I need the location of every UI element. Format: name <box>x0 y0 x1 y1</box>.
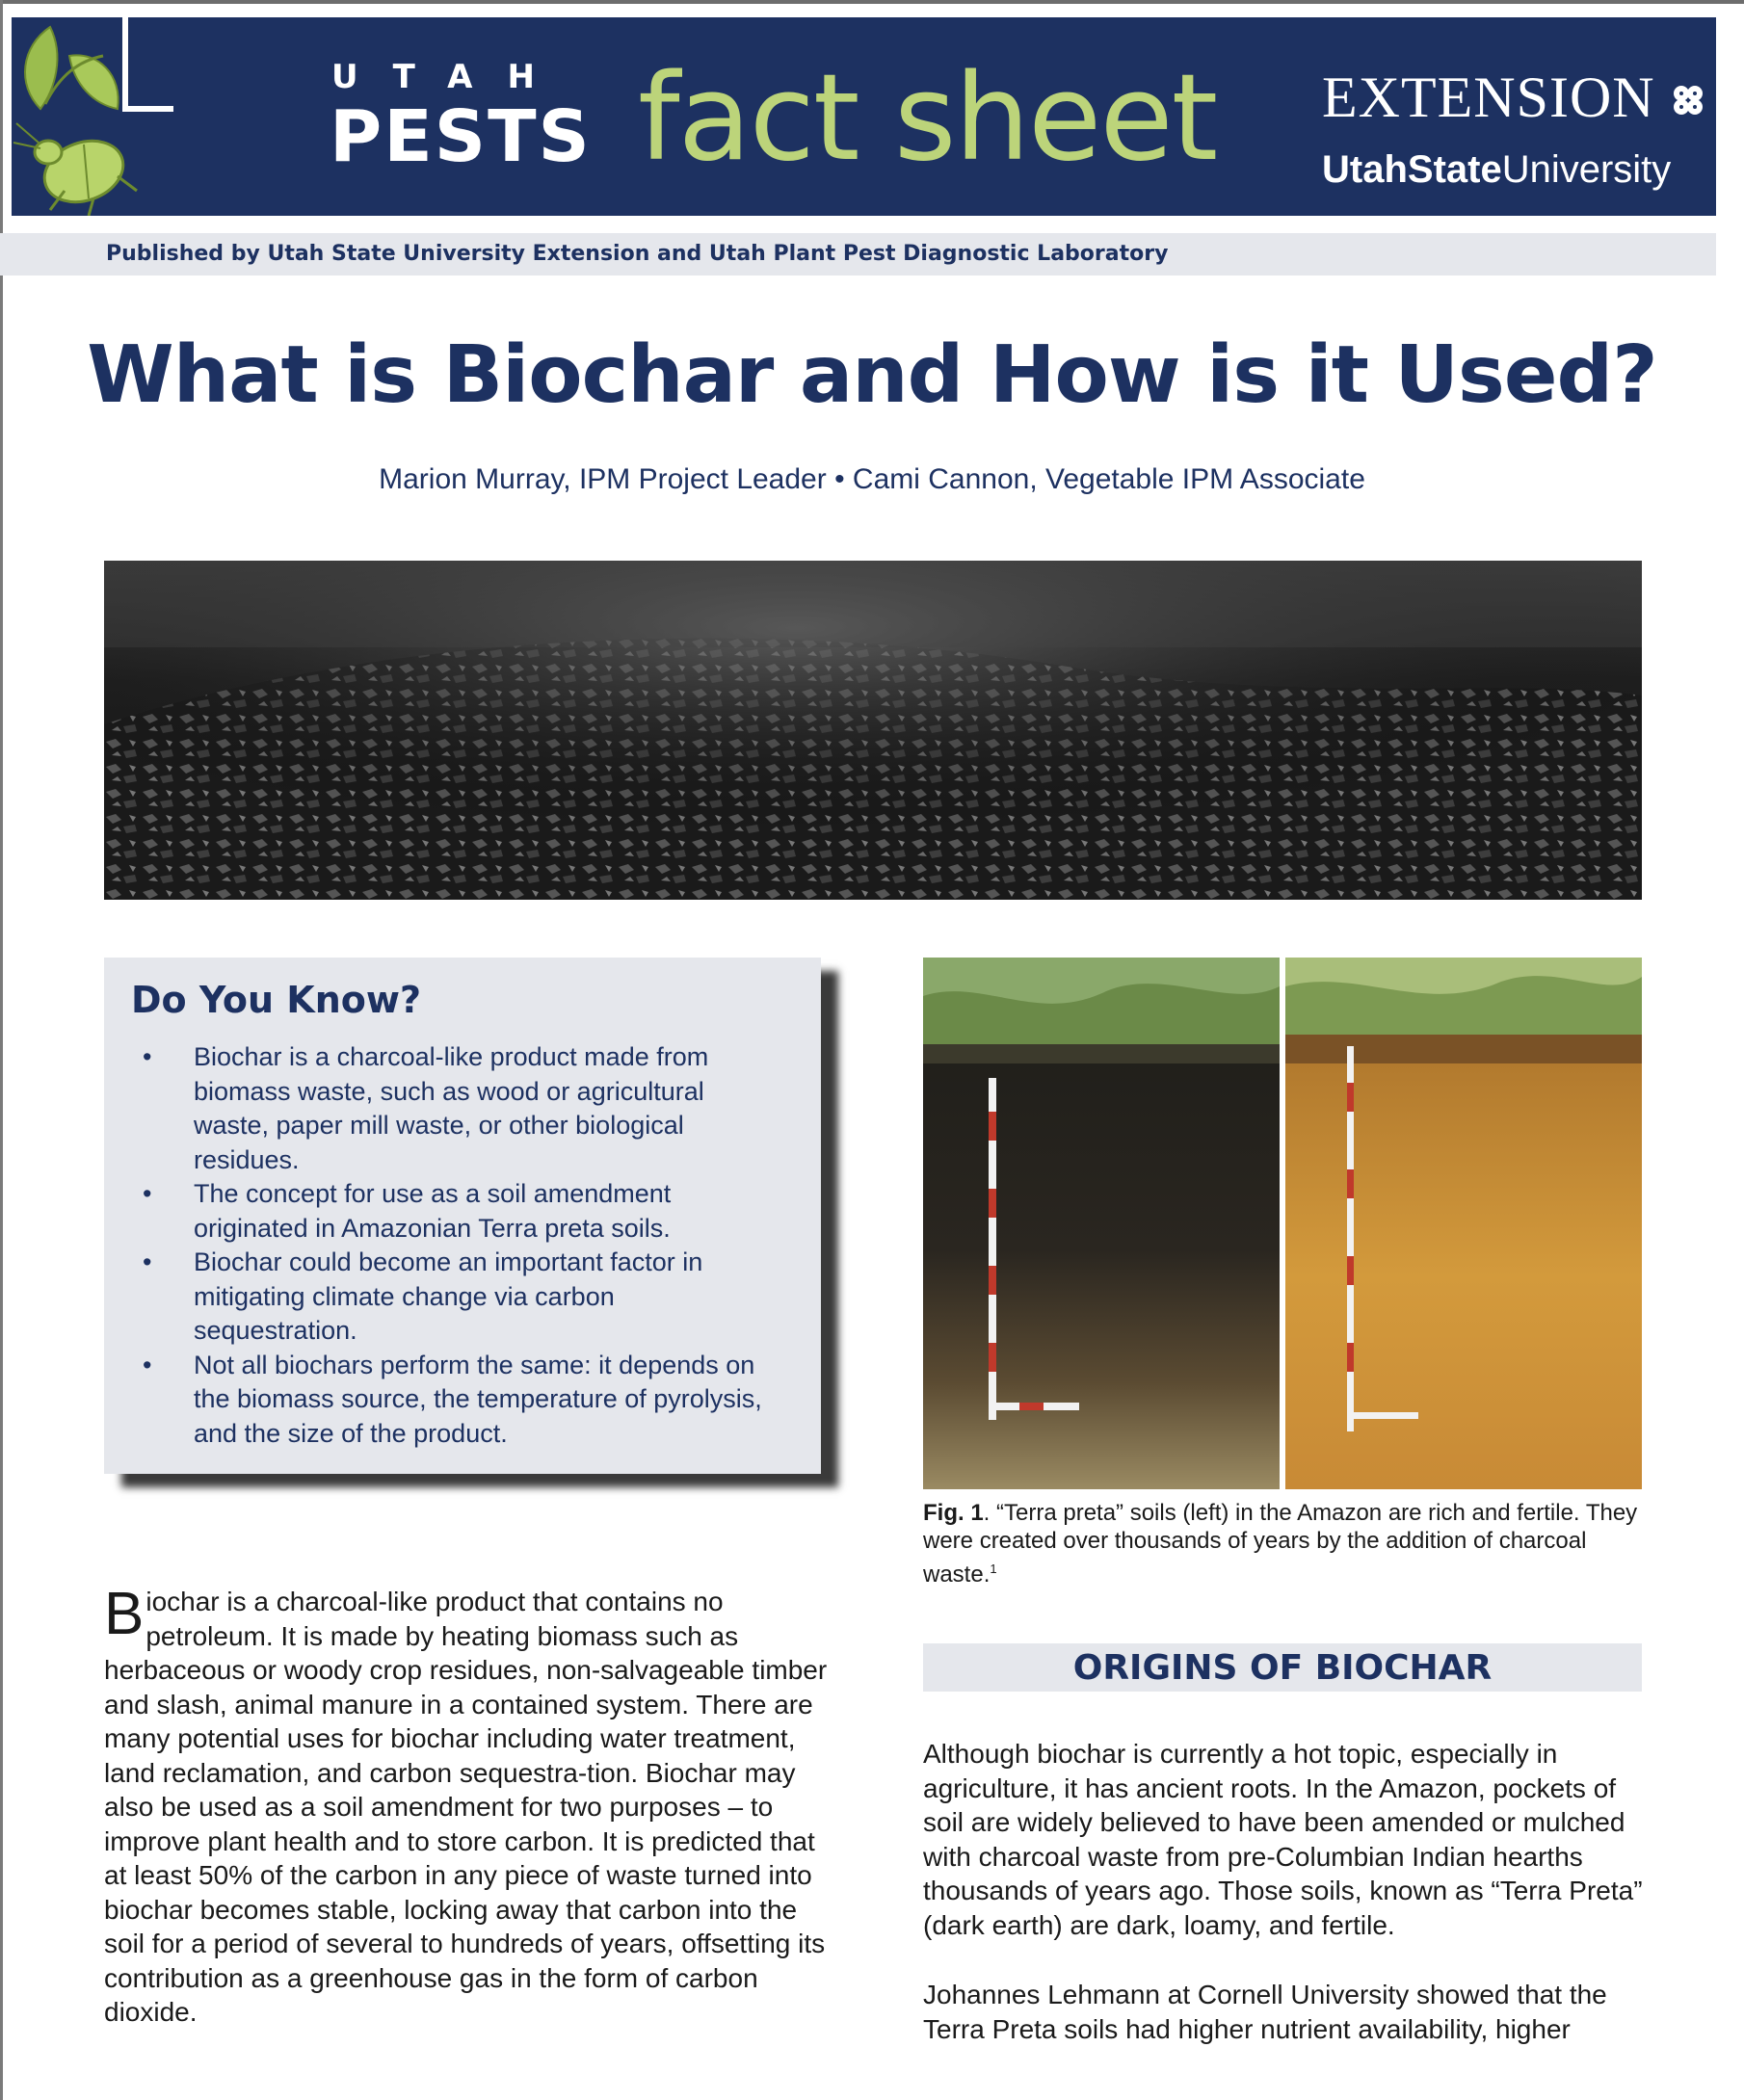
bullet-icon: • <box>143 1042 152 1071</box>
list-item <box>104 1177 821 1246</box>
origins-heading-bar <box>923 1643 1642 1692</box>
terra-preta-soil-photo <box>923 958 1642 1489</box>
list-item <box>104 1246 821 1349</box>
brand-pests: PESTS <box>330 95 592 178</box>
brand-fact-sheet: fact sheet <box>638 49 1217 188</box>
four-h-clover-icon <box>1669 81 1707 119</box>
origins-paragraph-2: Johannes Lehmann at Cornell University showed that the Terra Preta soils had higher nutrient availability, higher <box>923 1980 1607 2044</box>
list-item <box>104 1040 821 1177</box>
intro-paragraph <box>104 1581 836 2030</box>
figure-caption-text: . “Terra preta” soils (left) in the Amazon are rich and fertile. They were created over thousands of years by the addition of charcoal waste. <box>923 1500 1638 1588</box>
brand-usu-regular: University <box>1501 148 1672 191</box>
brand-extension: EXTENSION <box>1322 66 1655 129</box>
did-you-know-item: The concept for use as a soil amendment originated in Amazonian Terra preta soils. <box>194 1179 672 1243</box>
brand-utah: UTAH <box>331 58 569 96</box>
top-border <box>0 0 1744 4</box>
brand-usu-bold: UtahState <box>1322 148 1502 191</box>
list-item <box>104 1349 821 1452</box>
authors-line: Marion Murray, IPM Project Leader • Cami Cannon, Vegetable IPM Associate <box>379 463 1365 495</box>
did-you-know-item: Biochar could become an important factor in mitigating climate change via carbon sequestration. <box>194 1247 703 1345</box>
bullet-icon: • <box>143 1247 152 1276</box>
published-bar <box>0 233 1716 276</box>
did-you-know-item: Biochar is a charcoal-like product made from biomass waste, such as wood or agricultural waste, paper mill waste, or other biological residues. <box>194 1042 709 1174</box>
origins-paragraph-1: Although biochar is currently a hot topic, especially in agriculture, it has ancient roots. In the Amazon, pockets of soil are widely believed to have been amended or mulched with charcoal waste from pre-Columbian Indian hearths thousands of years ago. Those soils, known as “Terra Preta” (dark earth) are dark, loamy, and fertile. <box>923 1739 1643 1940</box>
header-banner <box>12 17 1716 216</box>
page-title: What is Biochar and How is it Used? <box>87 329 1657 421</box>
biochar-hero-image <box>104 561 1642 900</box>
figure-footnote: 1 <box>990 1562 997 1576</box>
drop-cap: B <box>104 1581 145 1647</box>
did-you-know-heading: Do You Know? <box>131 979 422 1021</box>
did-you-know-box <box>104 958 821 1474</box>
published-by: Published by Utah State University Extension and Utah Plant Pest Diagnostic Laboratory <box>106 242 1169 266</box>
brand-utah-state-university <box>1322 146 1671 193</box>
bullet-icon: • <box>143 1350 152 1379</box>
intro-text: iochar is a charcoal-like product that contains no petroleum. It is made by heating biomass such as herbaceous or woody crop residues, non-salvageable timber and slash, animal manure in a contained system. There are many potential uses for biochar including water treatment, land reclamation, and carbon sequestra-tion. Biochar may also be used as a soil amendment for two purposes – to improve plant health and to store carbon. It is predicted that at least 50% of the carbon in any piece of waste turned into biochar becomes stable, locking away that carbon into the soil for a period of several to hundreds of years, offsetting its contribution as a greenhouse gas in the form of carbon dioxide. <box>104 1587 828 2027</box>
utah-beetle-logo-icon <box>12 17 173 216</box>
left-border <box>0 0 3 2100</box>
figure-label: Fig. 1 <box>923 1500 984 1526</box>
origins-heading: ORIGINS OF BIOCHAR <box>1072 1648 1493 1688</box>
did-you-know-list <box>104 1040 821 1451</box>
figure-caption <box>923 1499 1655 1588</box>
did-you-know-item: Not all biochars perform the same: it depends on the biomass source, the temperature of pyrolysis, and the size of the product. <box>194 1350 762 1448</box>
bullet-icon: • <box>143 1179 152 1208</box>
